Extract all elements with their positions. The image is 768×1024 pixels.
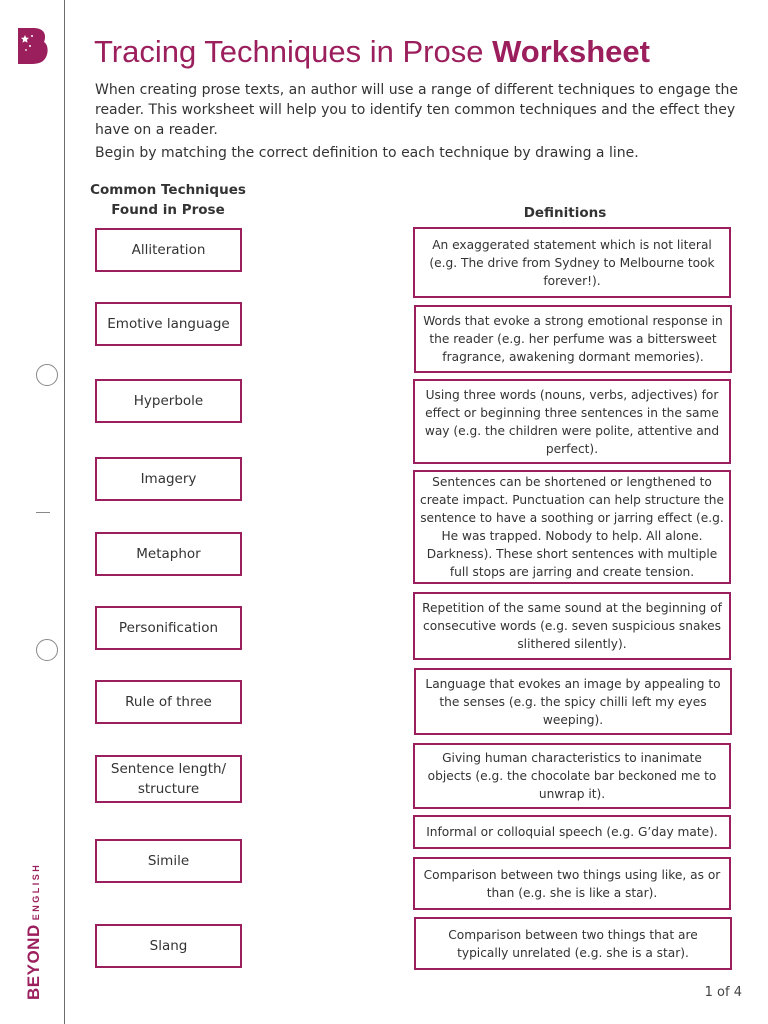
title-bold: Worksheet bbox=[492, 34, 650, 69]
definition-box[interactable]: Using three words (nouns, verbs, adjectives) for effect or beginning three sentences in the same way (e.g. the children were polite, attentive and perfect). bbox=[413, 379, 731, 464]
technique-box[interactable]: Hyperbole bbox=[95, 379, 242, 423]
brand-name: BEYOND bbox=[24, 924, 43, 1000]
definitions-heading: Definitions bbox=[523, 205, 607, 221]
technique-box[interactable]: Sentence length/ structure bbox=[95, 755, 242, 803]
page-title bbox=[94, 34, 650, 70]
definition-box[interactable]: Comparison between two things using like, as or than (e.g. she is like a star). bbox=[413, 857, 731, 910]
definition-box[interactable]: Sentences can be shortened or lengthened to create impact. Punctuation can help structure the sentence to have a soothing or jarring effect (e.g. He was trapped. Nobody to help. All alone. Darkness). These short sentences with multiple full stops are jarring and create tension. bbox=[413, 470, 731, 584]
margin-line bbox=[64, 0, 65, 1024]
page-number: 1 of 4 bbox=[704, 985, 742, 1000]
technique-box[interactable]: Personification bbox=[95, 606, 242, 650]
intro-paragraph: When creating prose texts, an author will use a range of different techniques to engage the reader. This worksheet will help you to identify ten common techniques and the effect they have on a reader. bbox=[95, 82, 738, 138]
brand-subname: ENGLISH bbox=[31, 862, 41, 921]
technique-box[interactable]: Slang bbox=[95, 924, 242, 968]
technique-box[interactable]: Metaphor bbox=[95, 532, 242, 576]
definition-box[interactable]: Words that evoke a strong emotional response in the reader (e.g. her perfume was a bittersweet fragrance, awakening dormant memories). bbox=[414, 305, 732, 373]
beyond-b-logo-icon bbox=[14, 26, 50, 66]
binder-hole bbox=[36, 639, 58, 661]
technique-box[interactable]: Alliteration bbox=[95, 228, 242, 272]
techniques-heading: Common Techniques Found in Prose bbox=[90, 182, 246, 218]
definition-box[interactable]: Language that evokes an image by appealing to the senses (e.g. the spicy chilli left my eyes weeping). bbox=[414, 668, 732, 735]
technique-box[interactable]: Imagery bbox=[95, 457, 242, 501]
definition-box[interactable]: An exaggerated statement which is not literal (e.g. The drive from Sydney to Melbourne took forever!). bbox=[413, 227, 731, 298]
fold-mark bbox=[36, 512, 50, 513]
technique-box[interactable]: Rule of three bbox=[95, 680, 242, 724]
title-light: Tracing Techniques in Prose bbox=[94, 34, 484, 69]
definition-box[interactable]: Repetition of the same sound at the beginning of consecutive words (e.g. seven suspicious snakes slithered silently). bbox=[413, 592, 731, 660]
definition-box[interactable]: Giving human characteristics to inanimate objects (e.g. the chocolate bar beckoned me to unwrap it). bbox=[413, 743, 731, 809]
definition-box[interactable]: Comparison between two things that are typically unrelated (e.g. she is a star). bbox=[414, 917, 732, 970]
side-brand bbox=[24, 840, 44, 1000]
definition-box[interactable]: Informal or colloquial speech (e.g. G’day mate). bbox=[413, 815, 731, 849]
technique-box[interactable]: Emotive language bbox=[95, 302, 242, 346]
instruction-text: Begin by matching the correct definition to each technique by drawing a line. bbox=[95, 145, 639, 161]
binder-hole bbox=[36, 364, 58, 386]
technique-box[interactable]: Simile bbox=[95, 839, 242, 883]
